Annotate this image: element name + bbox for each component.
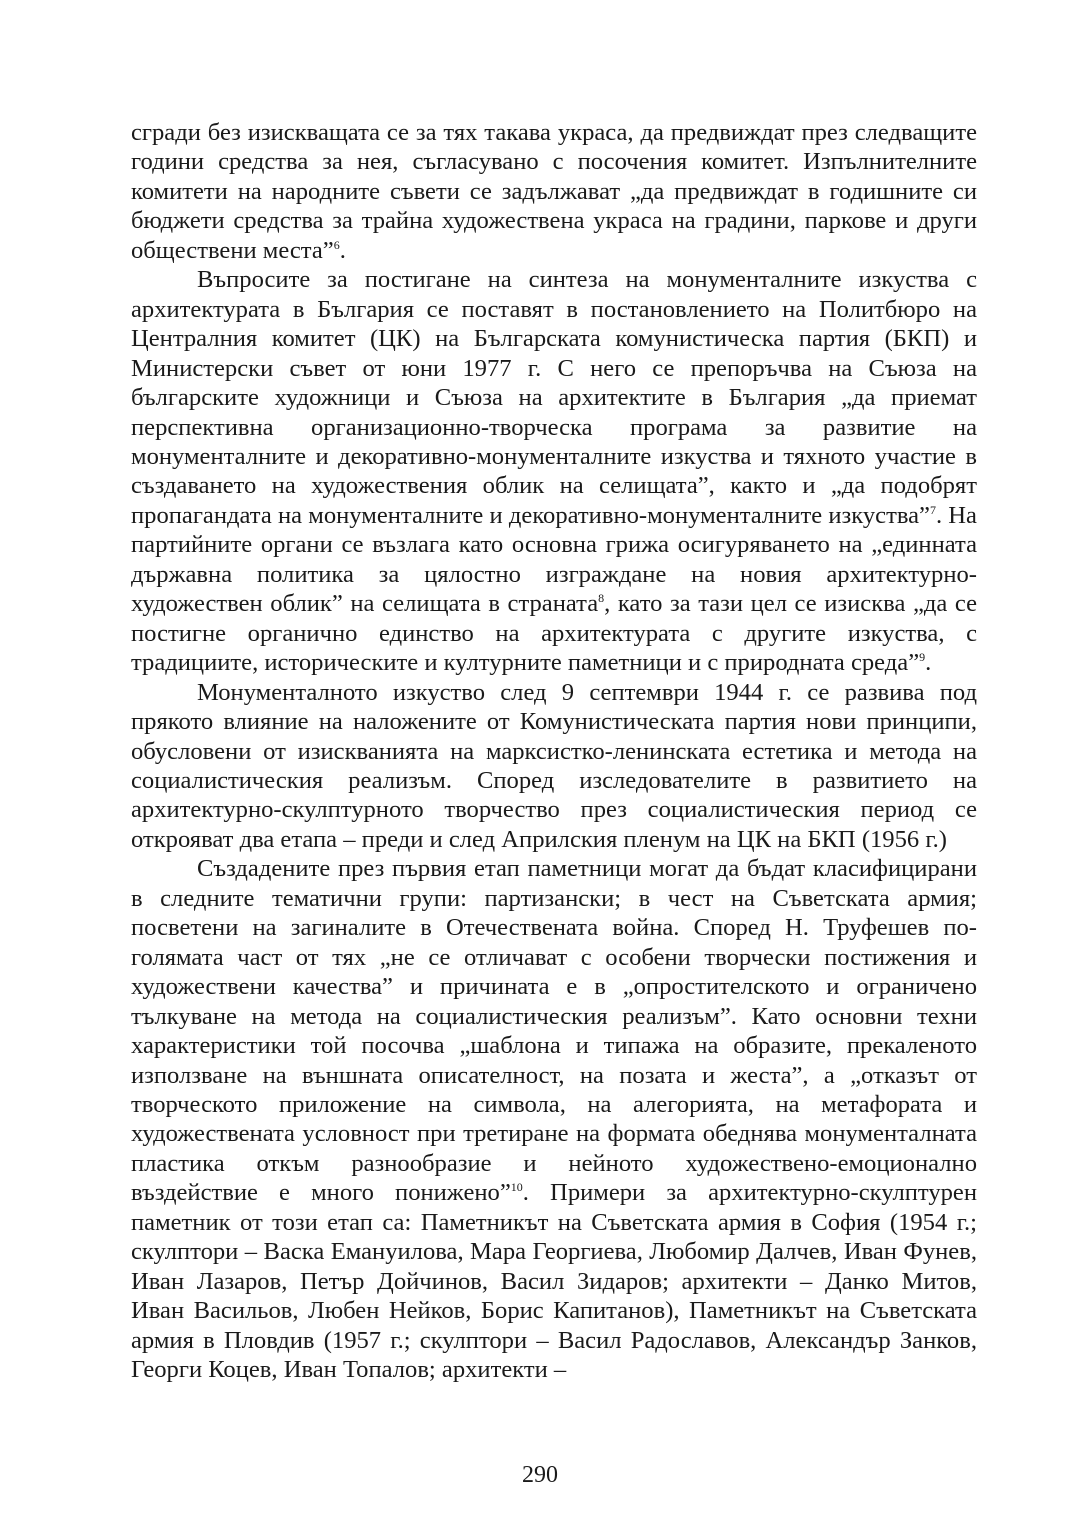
footnote-marker: 6 (333, 237, 340, 252)
paragraph-text: . (925, 649, 932, 677)
paragraph-2 (131, 265, 977, 677)
footnote-marker: 10 (510, 1180, 523, 1195)
paragraph-text: . На партийните органи се възлага като основна грижа осигуряването на „единната държавна политика за цялостно изграждане на новия архитектурно-художествен облик” на селищата в страната (131, 501, 977, 618)
paragraph-1 (131, 118, 977, 265)
paragraph-text: сгради без изискващата се за тях такава украса, да предвиждат през следващите години средства за нея, съгласувано с посочения комитет. Изпълнителните комитети на народните съвети се задължават „да предвиждат в годишните си бюджети средства за трайна художествена украса на градини, паркове и други обществени места” (131, 119, 977, 264)
paragraph-text: Въпросите за постигане на синтеза на монументалните изкуства с архитектурата в България се поставят в постановлението на Политбюро на Централния комитет (ЦК) на Българската комунистическа партия (БКП) и Министерски съвет от юни 1977 г. С него се препоръчва на Съюза на българските художници и Съюза на архитектите в България „да приемат перспективна организационно-творческа програма за развитие на монументалните и декоративно-монументалните изкуства и тяхното участие в създаването на художествения облик на селищата”, както и „да подобрят пропагандата на монументалните и декоративно-монументалните изкуства” (131, 266, 977, 529)
paragraph-text: Монументалното изкуство след 9 септември 1944 г. се развива под прякото влияние на наложените от Комунистическата партия нови принципи, обусловени от изискванията на марксистко-ленинската естетика и метода на социалистическия реализъм. Според изследователите в развитието на архитектурно-скулптурното творчество през социалистическия период се открояват два етапа – преди и след Априлския пленум на ЦК на БКП (1956 г.) (131, 678, 977, 853)
paragraph-text: , като за тази цел се изисква „да се постигне органично единство на архитектурата с другите изкуства, с традициите, историческите и културните паметници и с природната среда” (131, 590, 978, 677)
footnote-marker: 9 (919, 649, 926, 664)
paragraph-text: . (339, 236, 346, 264)
footnote-marker: 8 (598, 591, 605, 606)
paragraph-text: Създадените през първия етап паметници могат да бъдат класифицирани в следните тематични групи: партизански; в чест на Съветската армия; посветени на загиналите в Отечествената война. Според Н. Труфешев по-голямата част от тях „не се отличават с особени творчески постижения и художествени качества” и причината е в „опростителското и ограничено тълкуване на метода на социалистическия реализъм”. Като основни техни характеристики той посочва „шаблона и типажа на образите, прекаленото използване на външната описателност, на позата и жеста”, а „отказът от творческото приложение на символа, на алегорията, на метафората и художествената условност при третиране на формата обеднява монументалната пластика откъм разнообразие и нейното художествено-емоционално въздействие е много понижено” (131, 855, 977, 1207)
paragraph-3 (131, 678, 977, 855)
document-body (131, 118, 977, 1384)
paragraph-text: . Примери за архитектурно-скулптурен паметник от този етап са: Паметникът на Съветската армия в София (1954 г.; скулптори – Васка Емануилова, Мара Георгиева, Любомир Далчев, Иван Фунев, Иван Лазаров, Петър Дойчинов, Васил Зидаров; архитекти – Данко Митов, Иван Васильов, Любен Нейков, Борис Капитанов), Паметникът на Съветската армия в Пловдив (1957 г.; скулптори – Васил Радославов, Александър Занков, Георги Коцев, Иван Топалов; архитекти – (131, 1179, 977, 1384)
footnote-marker: 7 (929, 502, 936, 517)
paragraph-4 (131, 854, 977, 1384)
page-number: 290 (522, 1462, 558, 1488)
